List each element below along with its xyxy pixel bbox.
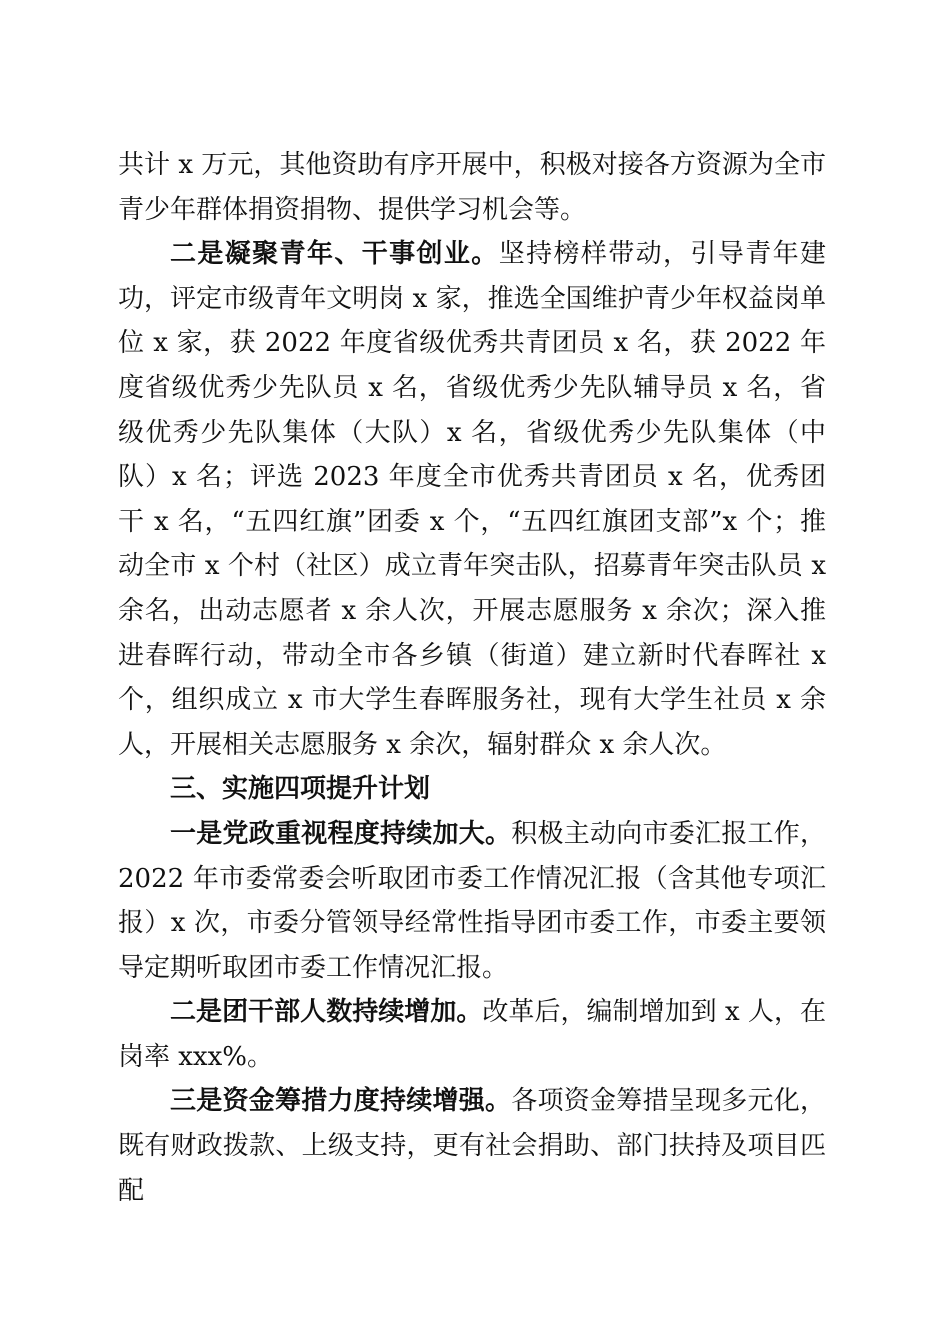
paragraph-lead: 一是党政重视程度持续加大。 [170, 818, 512, 849]
section-heading: 三、实施四项提升计划 [170, 774, 431, 805]
paragraph-text: 积极主动向市委汇报工作，2022 年市委常委会听取团市委工作情况汇报（含其他专项汇报）x 次，市委分管领导经常性指导团市委工作，市委主要领导定期听取团市委工作情况汇报。 [118, 818, 826, 983]
paragraph-lead: 三是资金筹措力度持续增强。 [170, 1086, 512, 1117]
paragraph-party-attention [118, 812, 826, 990]
paragraph-text: 改革后，编制增加到 x 人，在岗率 xxx%。 [118, 997, 826, 1072]
document-body [118, 143, 826, 1213]
paragraph-lead: 二是团干部人数持续增加。 [170, 997, 483, 1028]
paragraph-youth-entrepreneurship [118, 232, 826, 767]
paragraph-text: 各项资金筹措呈现多元化，既有财政拨款、上级支持，更有社会捐助、部门扶持及项目匹配 [118, 1086, 826, 1206]
paragraph-lead: 二是凝聚青年、干事创业。 [170, 239, 499, 270]
paragraph-cadre-count [118, 990, 826, 1079]
paragraph-continued [118, 143, 826, 232]
paragraph-funding [118, 1079, 826, 1213]
paragraph-text: 共计 x 万元，其他资助有序开展中，积极对接各方资源为全市青少年群体捐资捐物、提供学习机会等。 [118, 150, 826, 225]
paragraph-text: 坚持榜样带动，引导青年建功，评定市级青年文明岗 x 家，推选全国维护青少年权益岗单位 x 家，获 2022 年度省级优秀共青团员 x 名，获 2022 年度省级优秀少先队员 x 名，省级优秀少先队辅导员 x 名，省级优秀少先队集体（大队）x 名，省级优秀少先队集体（中队）x 名；评选 2023 年度全市优秀共青团员 x 名，优秀团干 x 名，“五四红旗”团委 x 个，“五四红旗团支部”x 个；推动全市 x 个村（社区）成立青年突击队，招募青年突击队员 x 余名，出动志愿者 x 余人次，开展志愿服务 x 余次；深入推进春晖行动，带动全市各乡镇（街道）建立新时代春晖社 x 个，组织成立 x 市大学生春晖服务社，现有大学生社员 x 余人，开展相关志愿服务 x 余次，辐射群众 x 余人次。 [118, 239, 826, 760]
